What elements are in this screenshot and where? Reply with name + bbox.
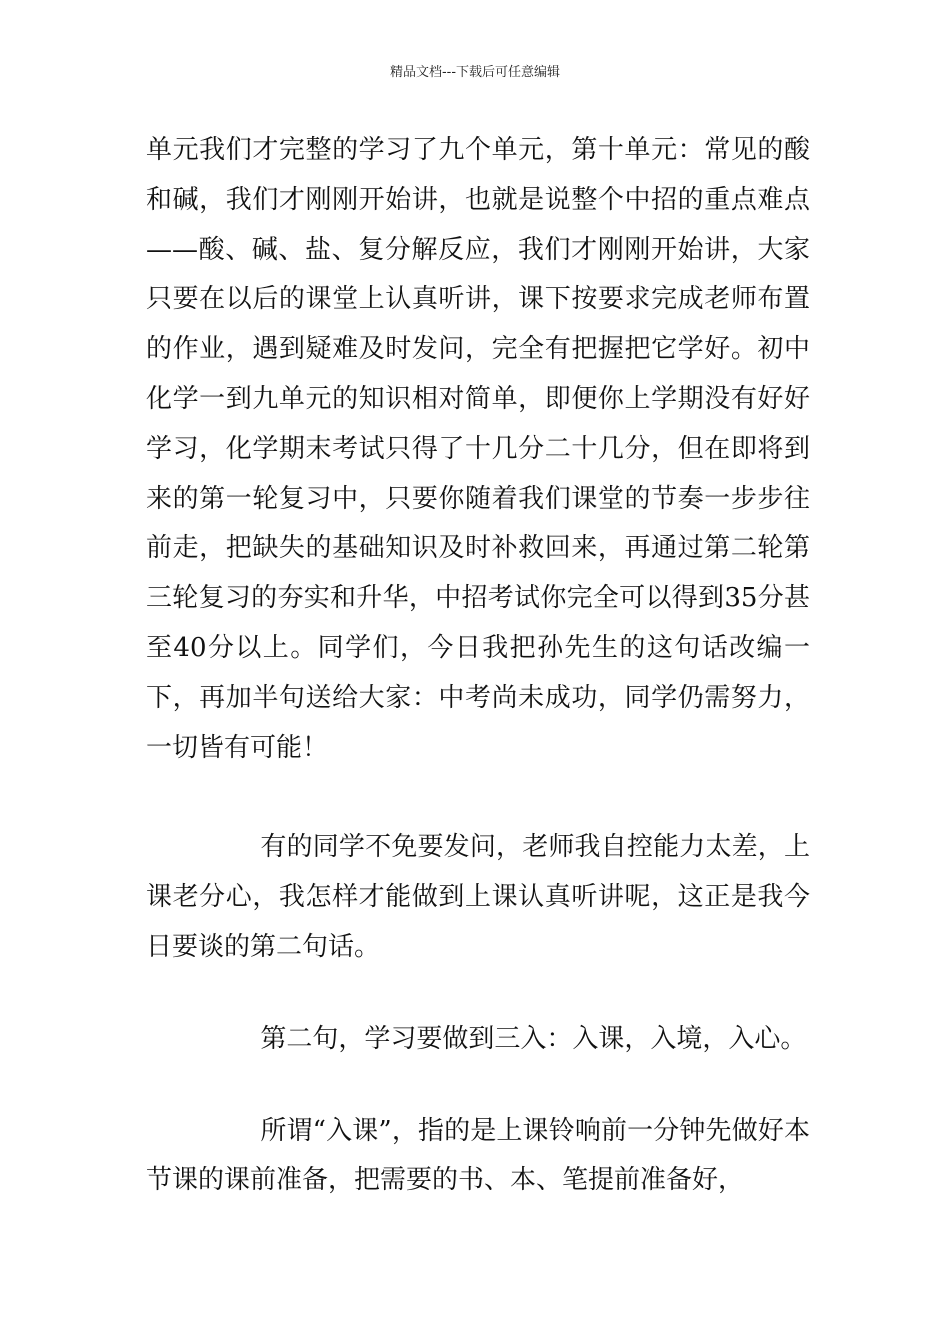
paragraph-continuation: 单元我们才完整的学习了九个单元，第十单元：常见的酸和碱，我们才刚刚开始讲，也就是说整个中招的重点难点——酸、碱、盐、复分解反应，我们才刚刚开始讲，大家只要在以后的课堂上认真听讲，课下按要求完成老师布置的作业，遇到疑难及时发问，完全有把握把它学好。初中化学一到九单元的知识相对简单，即便你上学期没有好好学习，化学期末考试只得了十几分二十几分，但在即将到来的第一轮复习中，只要你随着我们课堂的节奏一步步往前走，把缺失的基础知识及时补救回来，再通过第二轮第三轮复习的夯实和升华，中招考试你完全可以得到35分甚至40分以上。同学们，今日我把孙先生的这句话改编一下，再加半句送给大家：中考尚未成功，同学仍需努力，一切皆有可能！ — [146, 135, 810, 763]
page-header: 精品文档---下载后可任意编辑 — [389, 65, 561, 80]
paragraph-enter-class: 所谓“入课”，指的是上课铃响前一分钟先做好本节课的课前准备，把需要的书、本、笔提前准备好， — [146, 1115, 810, 1196]
document-body — [146, 126, 810, 1206]
paragraph-question: 有的同学不免要发问，老师我自控能力太差，上课老分心，我怎样才能做到上课认真听讲呢，这正是我今日要谈的第二句话。 — [146, 832, 810, 962]
paragraph-second-point: 第二句，学习要做到三入：入课，入境，入心。 — [260, 1023, 807, 1054]
